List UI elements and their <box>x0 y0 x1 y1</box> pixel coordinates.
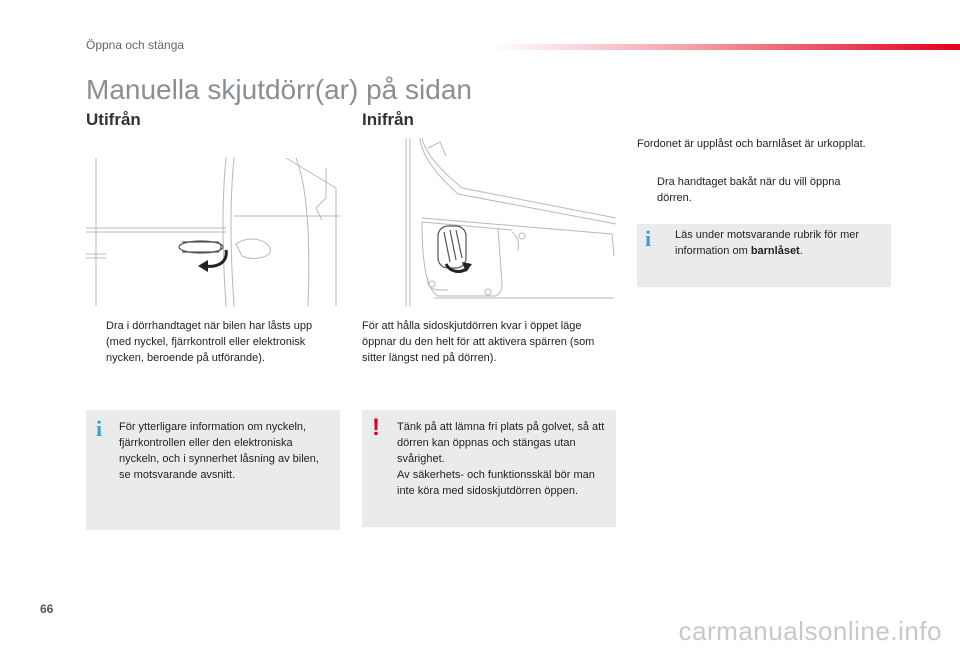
heading-outside: Utifrån <box>86 110 141 129</box>
info-box-key <box>86 410 340 530</box>
right-instruction-text: Dra handtaget bakåt när du vill öppna dörren. <box>657 176 841 204</box>
inside-door-handle-illustration <box>362 138 616 306</box>
outside-door-handle-illustration <box>86 158 340 306</box>
page-title: Manuella skjutdörr(ar) på sidan <box>86 74 472 105</box>
info-box-child-lock-text: Läs under motsvarande rubrik för mer information om barnlåset. <box>675 229 860 257</box>
watermark: carmanualsonline.info <box>678 616 942 646</box>
header-accent-bar <box>490 44 960 50</box>
warning-box-sliding-door-text: Tänk på att lämna fri plats på golvet, så att dörren kan öppnas och stängas utan svårighet. Av säkerhets- och funktionsskäl bör man inte köra med sidoskjutdörren öppen. <box>397 421 605 497</box>
info-box-child-lock <box>637 224 891 287</box>
right-intro: Fordonet är upplåst och barnlåset är urkopplat. <box>637 138 866 150</box>
outside-instruction <box>86 318 340 366</box>
info-icon: i <box>645 226 652 251</box>
outside-instruction-text: Dra i dörrhandtaget när bilen har låsts upp (med nyckel, fjärrkontroll eller elektronisk nycken, beroende på utförande). <box>106 320 313 364</box>
bullet-marker-icon <box>86 318 106 366</box>
info-box-key-text: För ytterligare information om nyckeln, fjärrkontrollen eller den elektroniska nyckeln, och i synnerhet låsning av bilen, se motsvarande avsnitt. <box>119 421 319 481</box>
heading-inside: Inifrån <box>362 110 414 129</box>
inside-instruction: För att hålla sidoskjutdörren kvar i öppet läge öppnar du den helt för att aktivera spärren (som sitter längst ned på dörren). <box>362 320 595 364</box>
page-number: 66 <box>40 602 54 616</box>
info-icon: i <box>96 416 103 441</box>
header-section-title: Öppna och stänga <box>86 38 185 52</box>
right-instruction <box>637 174 877 206</box>
warning-icon: ! <box>372 414 380 441</box>
warning-box-sliding-door <box>362 410 616 527</box>
bullet-marker-icon <box>637 174 657 206</box>
